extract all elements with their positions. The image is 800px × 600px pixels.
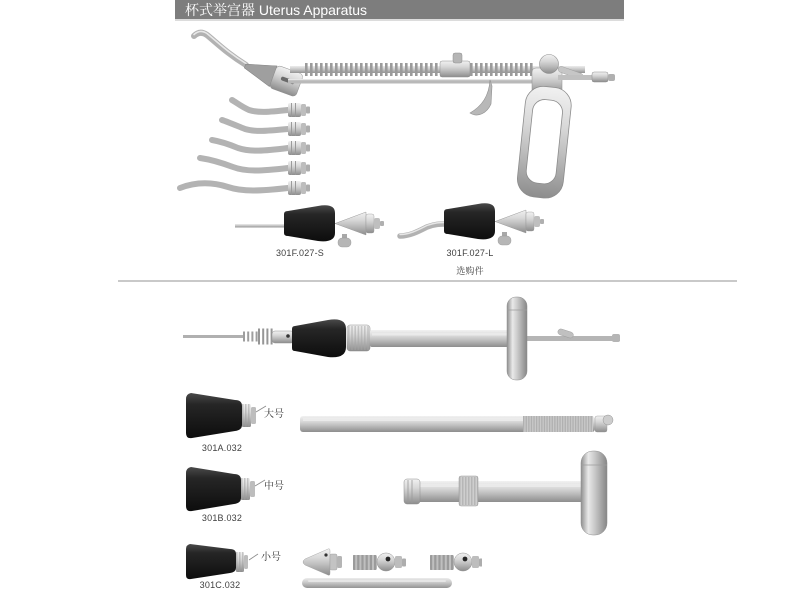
cup-adapter-s-figure [235,200,385,252]
black-cup [444,203,495,239]
t-handle [581,451,607,535]
rod-end-knob [595,415,613,432]
small-parts-figure [292,542,482,594]
threaded-connector [430,553,482,571]
knurled-collar [459,476,478,506]
black-cup [186,467,241,511]
cannula-tip [212,140,310,155]
cup-connector [236,552,258,572]
cannula-tips-figure [165,96,325,201]
part-number-label: 301C.032 [199,580,241,590]
extension-rod-figure [295,410,615,438]
wing-screw [498,232,511,245]
t-handle-manipulator-figure [180,295,635,385]
part-number-label: 301A.032 [201,443,243,453]
optional-part-note: 选购件 [456,266,484,276]
t-handle-assembly-figure [400,448,615,538]
metal-cone [495,210,544,233]
cup-connector [242,404,266,427]
cone-adapter [303,549,342,576]
cup-adapter-l-figure [395,198,545,252]
tip-hub [272,331,294,343]
black-cup [284,205,335,241]
size-label: 小号 [261,552,281,563]
right-rod [525,328,620,342]
trigger-hook [470,80,492,115]
wing-screw [338,234,351,247]
knurled-grip [523,416,593,432]
section-divider [118,280,737,282]
black-cup [186,393,242,438]
main-shaft [370,330,509,347]
black-cup [186,544,236,579]
stirrup-handle [516,85,573,200]
distal-tip [194,31,246,65]
size-label: 中号 [264,481,284,492]
cannula-tip [232,100,310,117]
cannula-tip [200,158,310,175]
cone-hub [241,55,304,97]
black-cup [292,319,346,357]
knurled-collar [347,325,370,351]
short-rod [302,578,452,588]
part-number-label: 301F.027-S [275,248,325,258]
threaded-connector [353,553,406,571]
cannula-tip [222,120,310,136]
size-label: 大号 [264,409,284,420]
part-number-label: 301B.032 [201,513,243,523]
page-title: 杯式举宫器 Uterus Apparatus [185,2,368,18]
cannula-tip [180,181,310,195]
part-number-label: 301F.027-L [446,248,494,258]
cup-connector [241,478,265,500]
lower-rod [288,79,545,84]
curved-tube [400,223,445,237]
t-handle [507,297,527,380]
header-bar [175,0,624,21]
straight-rod [235,224,285,228]
thin-tip-rod [183,335,243,338]
rod-end-cap [404,479,420,504]
metal-cone [335,212,384,235]
